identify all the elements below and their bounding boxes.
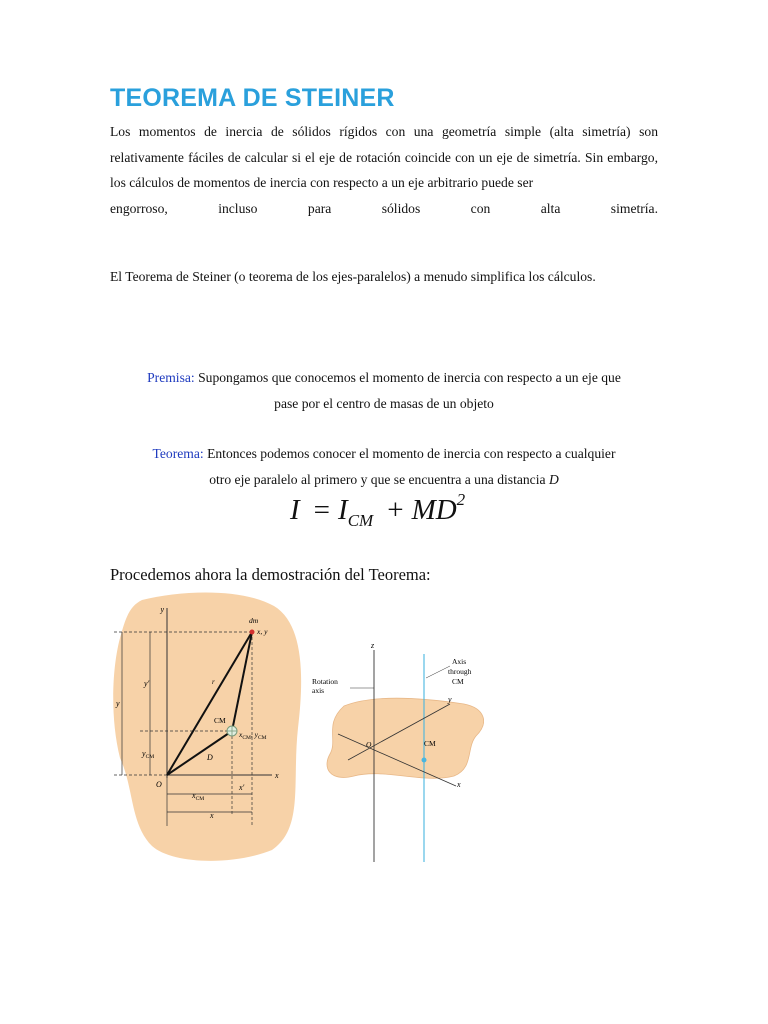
page-title: TEOREMA DE STEINER <box>110 84 395 112</box>
rotation-axis-label-2: axis <box>312 686 325 695</box>
axis-through-pointer <box>426 666 450 678</box>
xcm-dimension-label: $x_{CM}$ <box>192 791 205 802</box>
premise-block <box>110 365 658 416</box>
theorem-label: Teorema: <box>152 446 204 461</box>
lamina-shape <box>113 592 301 860</box>
formula-plus: + <box>387 494 404 526</box>
x-axis-label: x <box>275 771 279 780</box>
dm-point <box>250 630 255 635</box>
intro-paragraph-text: Los momentos de inercia de sólidos rígidos con una geometría simple (alta simetría) son relativamente fáciles de calcular si el eje de rotación coincide con un eje de simetría. Sin embargo, los cálculos de momentos de inercia con respecto a un eje arbitrario puede ser <box>110 124 658 190</box>
axis-through-cm-label-3: CM <box>452 677 464 686</box>
steiner-formula <box>290 490 465 531</box>
origin-label-3d: O <box>366 740 372 749</box>
y-axis-label: y <box>160 605 164 614</box>
steiner-paragraph: El Teorema de Steiner (o teorema de los ejes-paralelos) a menudo simplifica los cálculos. <box>110 269 596 284</box>
theorem-distance-var: D <box>548 471 559 487</box>
xy-label: x, y <box>257 627 268 636</box>
intro-paragraph <box>110 119 658 221</box>
origin-label: O <box>156 780 162 789</box>
premise-line1: Supongamos que conocemos el momento de inercia con respecto a un eje que <box>198 370 621 385</box>
formula-icm-sub: CM <box>347 511 374 530</box>
cm-label-3d: CM <box>424 739 436 748</box>
z-label: z <box>371 641 375 650</box>
cm-coords-label: $x_{CM}$, $y_{CM}$ <box>239 730 267 741</box>
lamina-coordinates-figure <box>112 588 308 862</box>
theorem-line1: Entonces podemos conocer el momento de inercia con respecto a cualquier <box>207 446 616 461</box>
d-label: D <box>207 753 213 762</box>
rotation-axis-label-1: Rotation <box>312 677 338 686</box>
parallel-axes-figure <box>304 636 484 862</box>
premise-line2: pase por el centro de masas de un objeto <box>274 395 494 411</box>
formula-lhs: I <box>290 494 300 526</box>
premise-label: Premisa: <box>147 370 195 385</box>
formula-md: MD <box>411 494 457 526</box>
ycm-dimension-label: $y_{CM}$ <box>142 749 155 760</box>
formula-md-sup: 2 <box>456 490 466 509</box>
x-label-3d: x <box>457 780 461 789</box>
cm-3d-point <box>422 758 427 763</box>
dm-label: dm <box>249 616 259 625</box>
theorem-block <box>110 441 658 492</box>
theorem-line2: otro eje paralelo al primero y que se encuentra a una distancia <box>209 471 546 487</box>
lamina-3d-shape <box>327 698 484 778</box>
cm-label: CM <box>214 716 226 725</box>
formula-equals: = <box>313 494 331 526</box>
y-label-3d: y <box>448 695 452 704</box>
intro-paragraph-last-line: engorroso, incluso para sólidos con alta simetría. <box>110 200 658 216</box>
xprime-dimension-label: x′ <box>239 783 245 792</box>
y-dimension-label: y <box>116 699 120 708</box>
axis-through-cm-label-1: Axis <box>452 657 467 666</box>
x-dimension-label: x <box>210 811 214 820</box>
demonstration-heading: Procedemos ahora la demostración del Teorema: <box>110 565 431 584</box>
r-label: r <box>212 678 215 686</box>
yprime-dimension-label: y′ <box>144 679 150 688</box>
axis-through-cm-label-2: through <box>448 667 472 676</box>
formula-icm: I <box>338 494 348 526</box>
